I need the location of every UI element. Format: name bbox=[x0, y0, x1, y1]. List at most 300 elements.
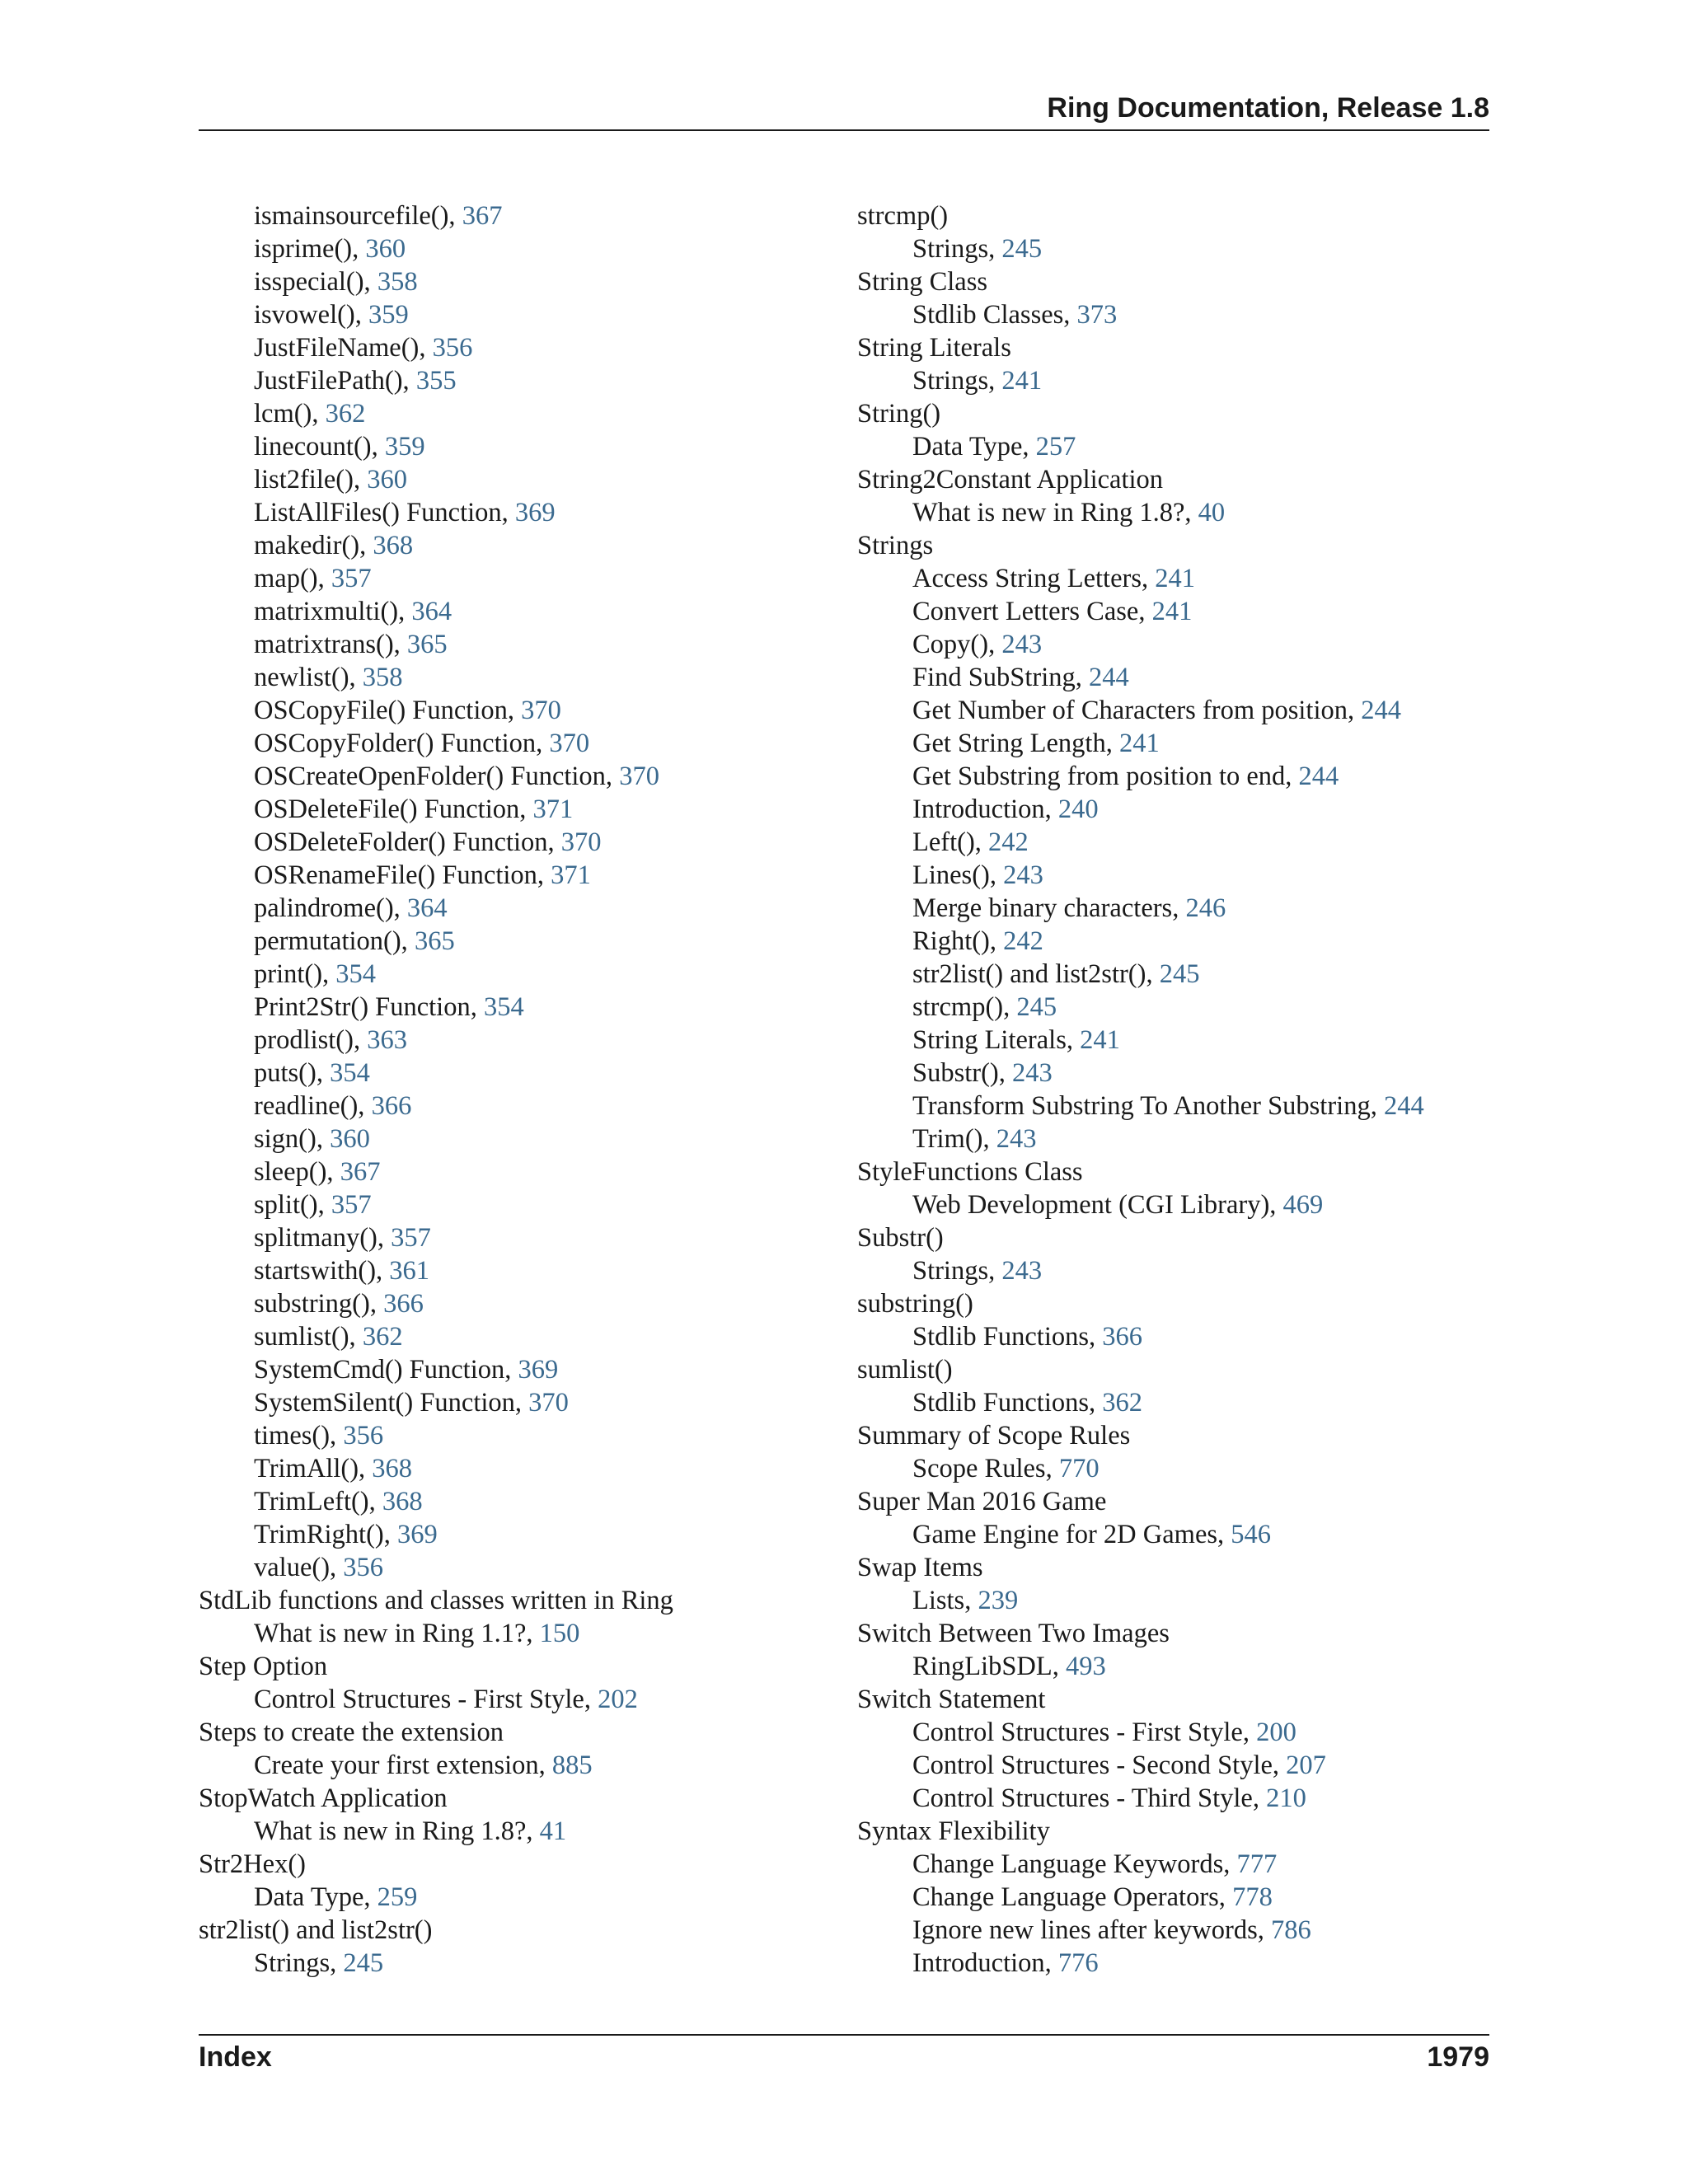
index-entry-text: Change Language Keywords, bbox=[912, 1849, 1237, 1879]
index-subentry bbox=[857, 1782, 1424, 1815]
index-page-link[interactable]: 370 bbox=[619, 762, 659, 791]
index-page-link[interactable]: 245 bbox=[1016, 992, 1057, 1022]
index-page-link[interactable]: 366 bbox=[383, 1289, 424, 1319]
index-page-link[interactable]: 241 bbox=[1118, 729, 1160, 758]
index-subentry bbox=[199, 694, 673, 727]
index-entry bbox=[857, 1221, 1424, 1254]
header-rule bbox=[199, 129, 1489, 131]
index-page-link[interactable]: 150 bbox=[539, 1619, 580, 1648]
index-subentry bbox=[199, 199, 673, 232]
index-page-link[interactable]: 364 bbox=[406, 893, 448, 923]
index-subentry bbox=[857, 1320, 1424, 1353]
index-entry bbox=[857, 1155, 1424, 1188]
index-page-link[interactable]: 357 bbox=[331, 1190, 372, 1220]
index-page-link[interactable]: 370 bbox=[549, 729, 590, 758]
index-subentry bbox=[199, 331, 673, 364]
footer-section-label: Index bbox=[199, 2041, 272, 2073]
index-subentry bbox=[199, 1386, 673, 1419]
index-entry-text: str2list() and list2str(), bbox=[912, 959, 1160, 989]
index-entry-text: Steps to create the extension bbox=[199, 1718, 504, 1747]
index-entry bbox=[199, 1914, 673, 1947]
index-subentry bbox=[857, 1024, 1424, 1057]
index-page-link[interactable]: 373 bbox=[1076, 300, 1118, 330]
index-entry-text: Game Engine for 2D Games, bbox=[912, 1520, 1231, 1549]
index-page-link[interactable]: 355 bbox=[415, 366, 457, 396]
index-subentry bbox=[857, 298, 1424, 331]
index-page-link[interactable]: 358 bbox=[362, 663, 403, 692]
index-entry-text: Str2Hex() bbox=[199, 1849, 306, 1879]
index-page-link[interactable]: 241 bbox=[1001, 366, 1043, 396]
index-subentry bbox=[857, 496, 1424, 529]
index-entry-text: Transform Substring To Another Substring, bbox=[912, 1091, 1384, 1121]
index-page-link[interactable]: 243 bbox=[1001, 1256, 1043, 1286]
index-entry-text: value(), bbox=[254, 1553, 344, 1582]
index-entry-text: ismainsourcefile(), bbox=[254, 201, 462, 231]
index-page-link[interactable]: 210 bbox=[1266, 1783, 1306, 1813]
index-column-right bbox=[857, 199, 1424, 1980]
index-subentry bbox=[199, 1221, 673, 1254]
index-page-link[interactable]: 367 bbox=[462, 201, 503, 231]
index-page-link[interactable]: 241 bbox=[1151, 597, 1193, 626]
index-entry-text: Lines(), bbox=[912, 860, 1004, 890]
index-entry-text: Access String Letters, bbox=[912, 564, 1156, 593]
index-subentry bbox=[199, 1419, 673, 1452]
index-page-link[interactable]: 354 bbox=[330, 1058, 370, 1088]
index-page-link[interactable]: 368 bbox=[373, 531, 414, 560]
index-column-left bbox=[199, 199, 673, 1980]
index-subentry bbox=[857, 991, 1424, 1024]
index-entry-text: Get Substring from position to end, bbox=[912, 762, 1299, 791]
index-page-link[interactable]: 369 bbox=[518, 1355, 559, 1385]
index-entry-text: Merge binary characters, bbox=[912, 893, 1186, 923]
index-subentry bbox=[857, 1254, 1424, 1287]
index-page-link[interactable]: 469 bbox=[1282, 1190, 1324, 1220]
index-entry-text: map(), bbox=[254, 564, 331, 593]
index-entry-text: Introduction, bbox=[912, 794, 1058, 824]
index-page-link[interactable]: 242 bbox=[988, 827, 1029, 857]
index-subentry bbox=[199, 991, 673, 1024]
index-entry-text: StyleFunctions Class bbox=[857, 1157, 1083, 1187]
index-entry-text: Control Structures - First Style, bbox=[254, 1685, 598, 1714]
index-entry bbox=[199, 1650, 673, 1683]
index-page-link[interactable]: 493 bbox=[1066, 1652, 1106, 1681]
index-entry-text: Introduction, bbox=[912, 1948, 1058, 1978]
index-page-link[interactable]: 365 bbox=[406, 630, 448, 659]
index-entry-text: What is new in Ring 1.8?, bbox=[912, 498, 1198, 527]
index-subentry bbox=[857, 793, 1424, 826]
index-page-link[interactable]: 242 bbox=[1003, 926, 1043, 956]
index-entry-text: readline(), bbox=[254, 1091, 372, 1121]
index-page-link[interactable]: 885 bbox=[551, 1750, 593, 1780]
index-subentry bbox=[199, 727, 673, 760]
index-entry-text: SystemCmd() Function, bbox=[254, 1355, 518, 1385]
index-entry-text: Switch Between Two Images bbox=[857, 1619, 1170, 1648]
index-subentry bbox=[199, 364, 673, 397]
index-page-link[interactable]: 241 bbox=[1155, 564, 1195, 593]
index-page-link[interactable]: 359 bbox=[384, 432, 425, 462]
index-page-link[interactable]: 363 bbox=[367, 1025, 407, 1055]
index-entry-text: Copy(), bbox=[912, 630, 1002, 659]
index-subentry bbox=[199, 232, 673, 265]
footer-page-number: 1979 bbox=[1427, 2041, 1489, 2073]
index-entry-text: linecount(), bbox=[254, 432, 385, 462]
index-page-link[interactable]: 354 bbox=[483, 992, 524, 1022]
index-subentry bbox=[857, 1650, 1424, 1683]
index-entry bbox=[857, 1683, 1424, 1716]
index-entry-text: Convert Letters Case, bbox=[912, 597, 1152, 626]
index-entry-text: Summary of Scope Rules bbox=[857, 1421, 1131, 1451]
index-subentry bbox=[199, 628, 673, 661]
index-subentry bbox=[199, 1518, 673, 1551]
index-entry-text: Substr(), bbox=[912, 1058, 1012, 1088]
index-entry-text: Data Type, bbox=[912, 432, 1036, 462]
index-entry-text: OSCopyFile() Function, bbox=[254, 696, 522, 725]
index-page-link[interactable]: 243 bbox=[996, 1124, 1037, 1154]
index-entry-text: TrimAll(), bbox=[254, 1454, 373, 1483]
index-page-link[interactable]: 369 bbox=[514, 498, 556, 527]
index-subentry bbox=[857, 1749, 1424, 1782]
index-page-link[interactable]: 360 bbox=[365, 234, 406, 264]
index-subentry bbox=[199, 298, 673, 331]
index-page-link[interactable]: 41 bbox=[539, 1816, 567, 1846]
index-subentry bbox=[199, 1947, 673, 1980]
index-subentry bbox=[199, 1617, 673, 1650]
index-page-link[interactable]: 367 bbox=[340, 1157, 381, 1187]
index-page-link[interactable]: 202 bbox=[598, 1685, 638, 1714]
index-page-link[interactable]: 354 bbox=[335, 959, 377, 989]
index-entry-text: Data Type, bbox=[254, 1882, 377, 1912]
index-page-link[interactable]: 370 bbox=[521, 696, 561, 725]
index-page-link[interactable]: 366 bbox=[371, 1091, 412, 1121]
index-entry-text: RingLibSDL, bbox=[912, 1652, 1066, 1681]
index-page-link[interactable]: 244 bbox=[1361, 696, 1401, 725]
index-entry-text: palindrome(), bbox=[254, 893, 407, 923]
index-page-link[interactable]: 244 bbox=[1383, 1091, 1424, 1121]
index-entry-text: What is new in Ring 1.1?, bbox=[254, 1619, 540, 1648]
index-entry-text: What is new in Ring 1.8?, bbox=[254, 1816, 540, 1846]
index-subentry bbox=[199, 1452, 673, 1485]
index-entry bbox=[857, 1551, 1424, 1584]
index-entry-text: strcmp(), bbox=[912, 992, 1017, 1022]
index-entry-text: String() bbox=[857, 399, 941, 429]
index-entry-text: JustFileName(), bbox=[254, 333, 433, 363]
index-subentry bbox=[199, 1155, 673, 1188]
index-entry-text: sumlist() bbox=[857, 1355, 953, 1385]
index-page-link[interactable]: 366 bbox=[1102, 1322, 1142, 1352]
index-entry-text: ListAllFiles() Function, bbox=[254, 498, 515, 527]
index-entry-text: OSDeleteFolder() Function, bbox=[254, 827, 561, 857]
index-subentry bbox=[857, 1947, 1424, 1980]
index-subentry bbox=[857, 628, 1424, 661]
index-entry-text: Super Man 2016 Game bbox=[857, 1487, 1107, 1516]
index-entry-text: Get String Length, bbox=[912, 729, 1119, 758]
index-entry-text: String Literals bbox=[857, 333, 1011, 363]
index-entry-text: Find SubString, bbox=[912, 663, 1090, 692]
index-entry-text: Control Structures - Second Style, bbox=[912, 1750, 1287, 1780]
index-page-link[interactable]: 362 bbox=[362, 1322, 403, 1352]
index-page-link[interactable]: 371 bbox=[532, 794, 574, 824]
index-entry-text: prodlist(), bbox=[254, 1025, 368, 1055]
index-subentry bbox=[199, 1254, 673, 1287]
index-entry-text: Change Language Operators, bbox=[912, 1882, 1233, 1912]
index-entry-text: OSCreateOpenFolder() Function, bbox=[254, 762, 620, 791]
index-subentry bbox=[857, 1518, 1424, 1551]
index-subentry bbox=[199, 463, 673, 496]
index-page-link[interactable]: 244 bbox=[1089, 663, 1129, 692]
index-entry bbox=[857, 1287, 1424, 1320]
index-entry-text: Strings, bbox=[912, 234, 1002, 264]
index-page-link[interactable]: 245 bbox=[343, 1948, 384, 1978]
index-entry-text: String2Constant Application bbox=[857, 465, 1164, 494]
index-entry-text: StdLib functions and classes written in Ring bbox=[199, 1586, 673, 1615]
index-page-link[interactable]: 358 bbox=[377, 267, 418, 297]
index-page-link[interactable]: 770 bbox=[1058, 1454, 1100, 1483]
index-subentry bbox=[199, 1188, 673, 1221]
index-subentry bbox=[199, 1551, 673, 1584]
index-entry-text: TrimLeft(), bbox=[254, 1487, 382, 1516]
index-page-link[interactable]: 40 bbox=[1198, 498, 1226, 527]
index-subentry bbox=[857, 595, 1424, 628]
index-subentry bbox=[857, 1122, 1424, 1155]
index-subentry bbox=[199, 430, 673, 463]
index-entry-text: TrimRight(), bbox=[254, 1520, 397, 1549]
index-entry-text: isprime(), bbox=[254, 234, 366, 264]
index-subentry bbox=[857, 892, 1424, 925]
index-subentry bbox=[857, 661, 1424, 694]
index-subentry bbox=[857, 694, 1424, 727]
index-entry-text: Strings, bbox=[912, 366, 1002, 396]
index-entry-text: puts(), bbox=[254, 1058, 331, 1088]
index-entry-text: times(), bbox=[254, 1421, 344, 1451]
running-header-title: Ring Documentation, Release 1.8 bbox=[1047, 92, 1489, 124]
index-page-link[interactable]: 786 bbox=[1271, 1915, 1311, 1945]
index-entry-text: makedir(), bbox=[254, 531, 373, 560]
index-entry-text: Step Option bbox=[199, 1652, 328, 1681]
index-subentry bbox=[199, 1485, 673, 1518]
index-entry-text: Right(), bbox=[912, 926, 1004, 956]
index-entry-text: String Class bbox=[857, 267, 988, 297]
index-subentry bbox=[857, 826, 1424, 859]
index-entry-text: Strings bbox=[857, 531, 934, 560]
index-page-link[interactable]: 240 bbox=[1057, 794, 1099, 824]
index-entry-text: Get Number of Characters from position, bbox=[912, 696, 1362, 725]
index-page-link[interactable]: 362 bbox=[325, 399, 366, 429]
index-page-link[interactable]: 359 bbox=[368, 300, 409, 330]
index-entry bbox=[857, 1419, 1424, 1452]
index-page-link[interactable]: 776 bbox=[1057, 1948, 1099, 1978]
index-entry-text: print(), bbox=[254, 959, 336, 989]
index-subentry bbox=[857, 727, 1424, 760]
index-entry-text: Stdlib Functions, bbox=[912, 1388, 1103, 1418]
index-entry-text: Switch Statement bbox=[857, 1685, 1046, 1714]
index-entry bbox=[199, 1584, 673, 1617]
index-entry-text: String Literals, bbox=[912, 1025, 1081, 1055]
index-entry-text: SystemSilent() Function, bbox=[254, 1388, 529, 1418]
index-entry bbox=[857, 397, 1424, 430]
index-entry-text: list2file(), bbox=[254, 465, 368, 494]
index-subentry bbox=[857, 232, 1424, 265]
index-entry-text: permutation(), bbox=[254, 926, 415, 956]
index-subentry bbox=[857, 430, 1424, 463]
index-entry-text: matrixtrans(), bbox=[254, 630, 407, 659]
index-page-link[interactable]: 369 bbox=[396, 1520, 438, 1549]
index-entry-text: Scope Rules, bbox=[912, 1454, 1059, 1483]
index-page-link[interactable]: 370 bbox=[560, 827, 602, 857]
index-subentry bbox=[199, 1024, 673, 1057]
index-page-link[interactable]: 245 bbox=[1001, 234, 1043, 264]
index-page-link[interactable]: 360 bbox=[367, 465, 407, 494]
index-entry-text: Print2Str() Function, bbox=[254, 992, 484, 1022]
index-entry-text: OSRenameFile() Function, bbox=[254, 860, 551, 890]
index-entry bbox=[857, 265, 1424, 298]
index-subentry bbox=[857, 859, 1424, 892]
index-entry-text: Strings, bbox=[912, 1256, 1002, 1286]
index-page-link[interactable]: 200 bbox=[1256, 1718, 1296, 1747]
index-entry bbox=[199, 1782, 673, 1815]
index-subentry bbox=[199, 1122, 673, 1155]
index-subentry bbox=[857, 364, 1424, 397]
index-subentry bbox=[857, 925, 1424, 958]
index-entry-text: matrixmulti(), bbox=[254, 597, 412, 626]
index-subentry bbox=[199, 265, 673, 298]
index-entry bbox=[199, 1848, 673, 1881]
index-entry-text: Strings, bbox=[254, 1948, 344, 1978]
index-subentry bbox=[199, 1287, 673, 1320]
index-entry-text: Lists, bbox=[912, 1586, 978, 1615]
index-subentry bbox=[199, 1057, 673, 1090]
index-page-link[interactable]: 357 bbox=[391, 1223, 431, 1253]
index-entry-text: sleep(), bbox=[254, 1157, 340, 1187]
index-page-link[interactable]: 239 bbox=[978, 1586, 1019, 1615]
index-subentry bbox=[857, 1452, 1424, 1485]
index-subentry bbox=[857, 1090, 1424, 1122]
index-entry-text: OSCopyFolder() Function, bbox=[254, 729, 550, 758]
index-entry-text: str2list() and list2str() bbox=[199, 1915, 433, 1945]
index-subentry bbox=[199, 826, 673, 859]
index-entry-text: newlist(), bbox=[254, 663, 363, 692]
index-page-link[interactable]: 546 bbox=[1231, 1520, 1272, 1549]
index-entry-text: Swap Items bbox=[857, 1553, 983, 1582]
index-entry-text: Control Structures - Third Style, bbox=[912, 1783, 1267, 1813]
index-entry bbox=[857, 1617, 1424, 1650]
index-subentry bbox=[199, 1320, 673, 1353]
index-subentry bbox=[199, 793, 673, 826]
index-page-link[interactable]: 360 bbox=[330, 1124, 370, 1154]
index-entry-text: splitmany(), bbox=[254, 1223, 392, 1253]
index-page-link[interactable]: 365 bbox=[414, 926, 455, 956]
index-page-link[interactable]: 356 bbox=[432, 333, 473, 363]
index-page-link[interactable]: 362 bbox=[1102, 1388, 1142, 1418]
index-subentry bbox=[857, 1848, 1424, 1881]
index-entry bbox=[857, 1815, 1424, 1848]
index-page-link[interactable]: 245 bbox=[1159, 959, 1200, 989]
index-page-link[interactable]: 207 bbox=[1286, 1750, 1326, 1780]
index-entry-text: Control Structures - First Style, bbox=[912, 1718, 1257, 1747]
index-entry-text: split(), bbox=[254, 1190, 331, 1220]
index-subentry bbox=[199, 892, 673, 925]
index-entry-text: JustFilePath(), bbox=[254, 366, 416, 396]
index-subentry bbox=[199, 1683, 673, 1716]
index-page-link[interactable]: 370 bbox=[528, 1388, 569, 1418]
index-subentry bbox=[857, 1386, 1424, 1419]
index-page-link[interactable]: 243 bbox=[1003, 860, 1043, 890]
index-subentry bbox=[199, 760, 673, 793]
index-subentry bbox=[199, 1749, 673, 1782]
index-subentry bbox=[199, 1815, 673, 1848]
index-entry-text: Stdlib Functions, bbox=[912, 1322, 1103, 1352]
index-entry-text: strcmp() bbox=[857, 201, 949, 231]
index-page-link[interactable]: 243 bbox=[1001, 630, 1043, 659]
index-entry-text: startswith(), bbox=[254, 1256, 390, 1286]
index-subentry bbox=[199, 397, 673, 430]
index-entry-text: Trim(), bbox=[912, 1124, 996, 1154]
index-page-link[interactable]: 371 bbox=[551, 860, 591, 890]
index-entry-text: Web Development (CGI Library), bbox=[912, 1190, 1283, 1220]
index-entry bbox=[857, 331, 1424, 364]
index-entry-text: Stdlib Classes, bbox=[912, 300, 1077, 330]
index-page-link[interactable]: 368 bbox=[382, 1487, 423, 1516]
index-subentry bbox=[199, 595, 673, 628]
index-entry-text: sign(), bbox=[254, 1124, 331, 1154]
index-page-link[interactable]: 364 bbox=[411, 597, 452, 626]
index-subentry bbox=[199, 1353, 673, 1386]
index-page-link[interactable]: 361 bbox=[389, 1256, 430, 1286]
index-entry bbox=[857, 463, 1424, 496]
index-subentry bbox=[199, 958, 673, 991]
index-page-link[interactable]: 257 bbox=[1035, 432, 1076, 462]
index-entry-text: Substr() bbox=[857, 1223, 944, 1253]
index-entry-text: Left(), bbox=[912, 827, 989, 857]
index-page-link[interactable]: 357 bbox=[331, 564, 372, 593]
index-page-link[interactable]: 368 bbox=[372, 1454, 413, 1483]
index-subentry bbox=[857, 958, 1424, 991]
footer-rule bbox=[199, 2034, 1489, 2036]
index-subentry bbox=[857, 562, 1424, 595]
index-page-link[interactable]: 259 bbox=[377, 1882, 418, 1912]
index-entry-text: isspecial(), bbox=[254, 267, 377, 297]
index-entry-text: isvowel(), bbox=[254, 300, 368, 330]
index-entry bbox=[199, 1716, 673, 1749]
index-page-link[interactable]: 356 bbox=[343, 1421, 384, 1451]
index-entry bbox=[857, 199, 1424, 232]
index-subentry bbox=[199, 562, 673, 595]
index-entry-text: Create your first extension, bbox=[254, 1750, 552, 1780]
index-page-link[interactable]: 356 bbox=[343, 1553, 384, 1582]
index-entry-text: OSDeleteFile() Function, bbox=[254, 794, 533, 824]
index-subentry bbox=[199, 1090, 673, 1122]
index-entry bbox=[857, 1353, 1424, 1386]
index-entry-text: Ignore new lines after keywords, bbox=[912, 1915, 1271, 1945]
index-entry-text: substring(), bbox=[254, 1289, 384, 1319]
index-page-link[interactable]: 777 bbox=[1236, 1849, 1278, 1879]
index-subentry bbox=[857, 1584, 1424, 1617]
index-subentry bbox=[199, 496, 673, 529]
index-subentry bbox=[857, 1188, 1424, 1221]
index-page-link[interactable]: 241 bbox=[1080, 1025, 1120, 1055]
index-page-link[interactable]: 244 bbox=[1298, 762, 1339, 791]
index-page-link[interactable]: 243 bbox=[1011, 1058, 1053, 1088]
index-subentry bbox=[857, 1881, 1424, 1914]
index-subentry bbox=[857, 1716, 1424, 1749]
index-subentry bbox=[857, 760, 1424, 793]
index-page-link[interactable]: 246 bbox=[1185, 893, 1226, 923]
index-entry-text: Syntax Flexibility bbox=[857, 1816, 1050, 1846]
index-entry-text: sumlist(), bbox=[254, 1322, 363, 1352]
index-subentry bbox=[199, 529, 673, 562]
index-entry-text: substring() bbox=[857, 1289, 973, 1319]
index-entry bbox=[857, 1485, 1424, 1518]
index-page-link[interactable]: 778 bbox=[1232, 1882, 1273, 1912]
